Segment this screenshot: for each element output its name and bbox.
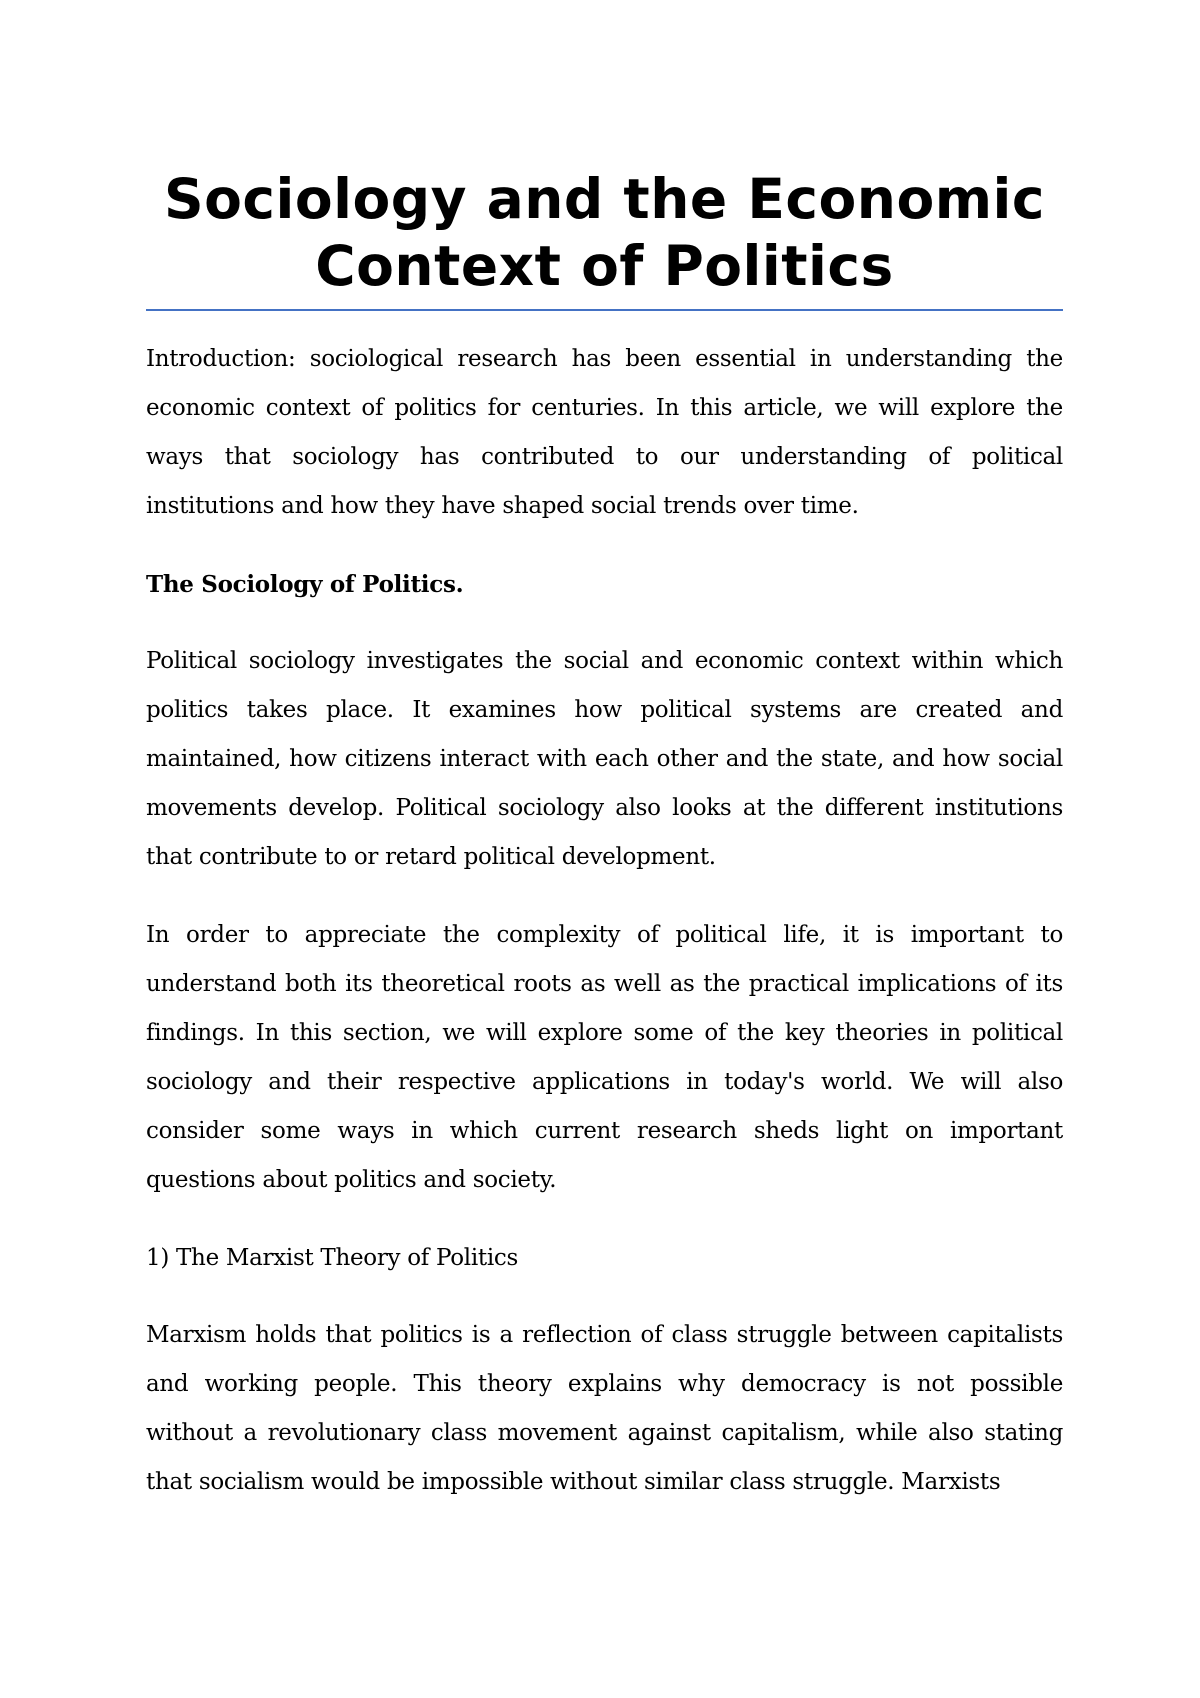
political-sociology-paragraph: Political sociology investigates the social and economic context within which politics takes place. It examines how political systems are created and maintained, how citizens interact with each other and the state, and how social movements develop. Political sociology also looks at the different institutions that contribute to or retard political development. bbox=[146, 648, 1063, 870]
document-title: Sociology and the Economic Context of Politics bbox=[164, 167, 1045, 298]
marxism-paragraph: Marxism holds that politics is a reflection of class struggle between capitalists and working people. This theory explains why democracy is not possible without a revolutionary class movement against capitalism, while also stating that socialism would be impossible without similar class struggle. Marxists bbox=[146, 1322, 1063, 1495]
title-underline-rule bbox=[146, 309, 1063, 311]
section-heading-sociology-of-politics: The Sociology of Politics. bbox=[146, 571, 464, 598]
complexity-paragraph: In order to appreciate the complexity of political life, it is important to understand both its theoretical roots as well as the practical implications of its findings. In this section, we will explore some of the key theories in political sociology and their respective applications in today's world. We will also consider some ways in which current research sheds light on important questions about politics and society. bbox=[146, 922, 1063, 1193]
intro-paragraph: Introduction: sociological research has been essential in understanding the economic context of politics for centuries. In this article, we will explore the ways that sociology has contributed to our understanding of political institutions and how they have shaped social trends over time. bbox=[146, 346, 1063, 519]
subheading-marxist-theory: 1) The Marxist Theory of Politics bbox=[146, 1245, 519, 1271]
